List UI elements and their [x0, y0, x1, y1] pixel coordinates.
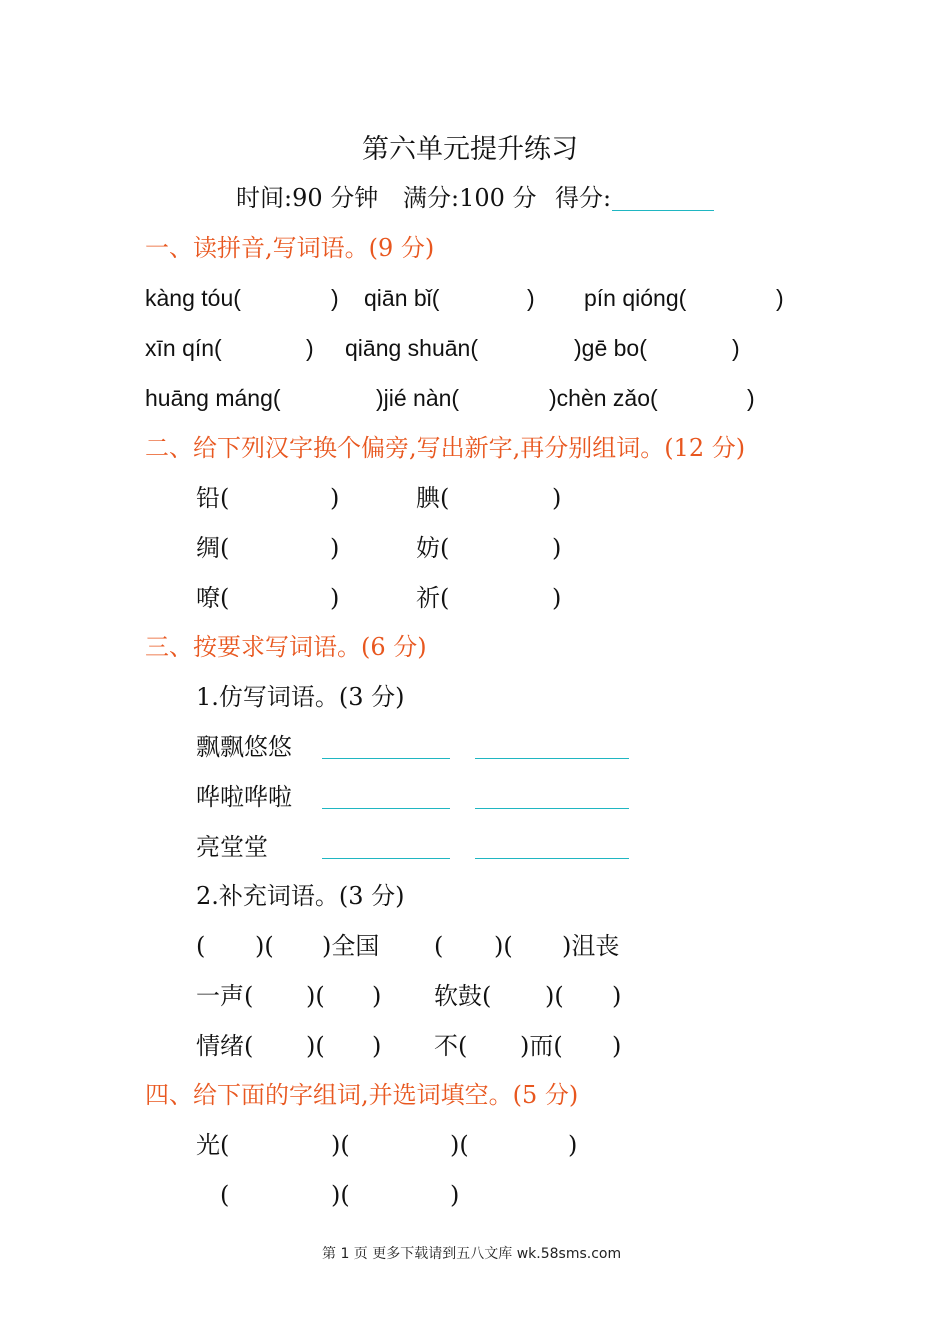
section-3-heading: 三、按要求写词语。(6 分)	[145, 633, 427, 661]
char-item: 铅(	[196, 484, 230, 512]
sub-heading-2: 2.补充词语。(3 分)	[196, 882, 405, 910]
pinyin-item: huāng máng(	[145, 385, 281, 411]
fill-part: )全国	[322, 932, 380, 960]
char-item: 妨(	[416, 534, 450, 562]
fill-part: 软鼓(	[434, 982, 492, 1010]
section-2-heading: 二、给下列汉字换个偏旁,写出新字,再分别组词。(12 分)	[145, 434, 746, 462]
fill-part: )(	[450, 1131, 469, 1159]
time-label: 时间:90 分钟	[236, 184, 379, 212]
char-close: )	[552, 534, 562, 562]
pinyin-item: )chèn zǎo(	[549, 385, 658, 411]
answer-blank[interactable]	[475, 808, 629, 809]
fill-part: 光(	[196, 1131, 230, 1159]
fill-part: )(	[306, 1032, 325, 1060]
pinyin-item: )gē bo(	[574, 335, 647, 361]
char-item: 嘹(	[196, 584, 230, 612]
answer-blank[interactable]	[475, 858, 629, 859]
pinyin-close: )	[747, 385, 755, 411]
example-word: 哗啦哗啦	[196, 783, 292, 811]
fill-part: )	[612, 982, 622, 1010]
fill-part: )(	[331, 1181, 350, 1209]
pinyin-close: )	[331, 285, 339, 311]
score-blank[interactable]	[612, 210, 714, 211]
fill-part: (	[196, 932, 206, 960]
fill-part: )	[450, 1181, 460, 1209]
pinyin-close: )	[732, 335, 740, 361]
pinyin-close: )	[527, 285, 535, 311]
section-4-heading: 四、给下面的字组词,并选词填空。(5 分)	[145, 1081, 579, 1109]
fill-part: )	[372, 982, 382, 1010]
answer-blank[interactable]	[475, 758, 629, 759]
pinyin-item: qiān bǐ(	[364, 285, 440, 311]
fill-part: )沮丧	[562, 932, 620, 960]
fill-part: 情绪(	[196, 1032, 254, 1060]
fill-part: )而(	[520, 1032, 563, 1060]
fill-part: )	[372, 1032, 382, 1060]
char-item: 祈(	[416, 584, 450, 612]
pinyin-item: xīn qín(	[145, 335, 222, 361]
page-title: 第六单元提升练习	[362, 134, 578, 165]
char-close: )	[552, 584, 562, 612]
section-1-heading: 一、读拼音,写词语。(9 分)	[145, 234, 435, 262]
answer-blank[interactable]	[322, 858, 450, 859]
char-item: 绸(	[196, 534, 230, 562]
answer-blank[interactable]	[322, 758, 450, 759]
pinyin-item: qiāng shuān(	[345, 335, 478, 361]
fill-part: )(	[494, 932, 513, 960]
pinyin-item: kàng tóu(	[145, 285, 241, 311]
char-close: )	[330, 484, 340, 512]
fill-part: )(	[331, 1131, 350, 1159]
fill-part: (	[434, 932, 444, 960]
fill-part: 一声(	[196, 982, 254, 1010]
fill-part: )	[568, 1131, 578, 1159]
example-word: 飘飘悠悠	[196, 733, 292, 761]
pinyin-item: pín qióng(	[584, 285, 687, 311]
fill-part: )(	[306, 982, 325, 1010]
fill-part: )	[612, 1032, 622, 1060]
full-score-label: 满分:100 分	[403, 184, 537, 212]
sub-heading-1: 1.仿写词语。(3 分)	[196, 683, 405, 711]
fill-part: )(	[545, 982, 564, 1010]
fill-part: (	[220, 1181, 230, 1209]
char-item: 腆(	[416, 484, 450, 512]
char-close: )	[330, 584, 340, 612]
pinyin-close: )	[776, 285, 784, 311]
char-close: )	[552, 484, 562, 512]
example-word: 亮堂堂	[196, 833, 268, 861]
score-label: 得分:	[555, 184, 612, 212]
char-close: )	[330, 534, 340, 562]
page-footer: 第 1 页 更多下载请到五八文库 wk.58sms.com	[322, 1246, 622, 1262]
pinyin-item: )jié nàn(	[376, 385, 460, 411]
fill-part: 不(	[434, 1032, 468, 1060]
fill-part: )(	[255, 932, 274, 960]
pinyin-close: )	[306, 335, 314, 361]
answer-blank[interactable]	[322, 808, 450, 809]
